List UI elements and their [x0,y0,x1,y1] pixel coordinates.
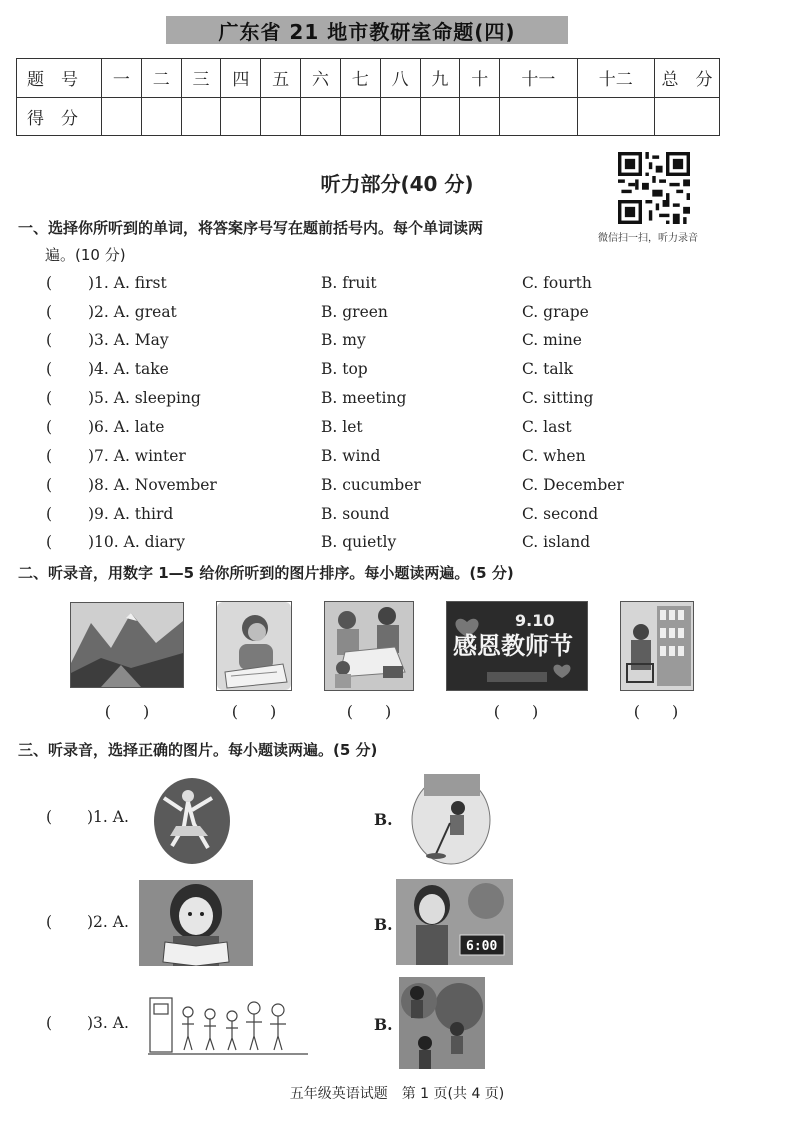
order-blank[interactable]: ( ) [633,702,679,721]
children-in-line-picture[interactable] [148,994,308,1058]
option-c: C. mine [522,331,582,349]
option-b: B. let [321,418,363,436]
question-row[interactable] [46,418,746,440]
option-a: )2. A. great [88,303,177,321]
score-col: 一 [102,59,142,98]
listening-section-title: 听力部分(40 分) [320,172,474,196]
score-cell[interactable] [500,97,577,136]
option-b: B. wind [321,447,381,465]
option-a: )9. A. third [88,505,174,523]
part3-question-1[interactable] [46,808,129,826]
option-c: C. December [522,476,624,494]
score-cell[interactable] [261,97,301,136]
part3-question-2[interactable] [46,913,129,931]
option-b: B. green [321,303,388,321]
part3-question-3[interactable] [46,1014,129,1032]
score-cell[interactable] [221,97,261,136]
option-c: C. second [522,505,599,523]
answer-paren[interactable]: ( [46,331,53,349]
score-col: 十一 [500,59,577,98]
score-table-score-row [17,97,720,136]
score-col: 五 [261,59,301,98]
answer-paren[interactable]: ( [46,1014,53,1032]
score-table-header-row [17,59,720,98]
score-col: 二 [141,59,181,98]
girl-sweeping-picture[interactable] [410,768,492,866]
answer-paren[interactable]: ( [46,447,53,465]
option-c: C. grape [522,303,589,321]
option-c: C. fourth [522,274,592,292]
option-a: )4. A. take [88,360,169,378]
score-col: 六 [301,59,341,98]
score-col-total: 总 分 [655,59,720,98]
option-c: C. island [522,533,591,551]
score-cell[interactable] [141,97,181,136]
option-a-label: )1. A. [87,808,129,826]
score-col-label: 题 号 [17,59,102,98]
order-blank[interactable]: ( ) [231,702,277,721]
poster-text: 感恩教师节 [453,632,573,660]
page-footer: 五年级英语试题 第 1 页(共 4 页) [289,1086,505,1102]
option-a: )7. A. winter [88,447,186,465]
answer-paren[interactable]: ( [46,274,53,292]
girl-reading-picture[interactable] [139,880,253,966]
option-b: B. quietly [321,533,397,551]
question-row[interactable] [46,389,746,411]
score-cell[interactable] [460,97,500,136]
option-c: C. last [522,418,572,436]
score-cell[interactable] [380,97,420,136]
option-c: C. sitting [522,389,594,407]
option-a: )3. A. May [88,331,169,349]
question-row[interactable] [46,476,746,498]
answer-paren[interactable]: ( [46,418,53,436]
answer-paren[interactable]: ( [46,303,53,321]
score-col: 八 [380,59,420,98]
score-col: 十二 [577,59,654,98]
score-cell[interactable] [301,97,341,136]
question-row[interactable] [46,331,746,353]
question-row[interactable] [46,360,746,382]
order-blank[interactable]: ( ) [104,702,150,721]
option-c: C. when [522,447,586,465]
score-cell[interactable] [655,97,720,136]
option-b-label: B. [374,1015,393,1034]
order-blank[interactable]: ( ) [493,702,539,721]
exam-title: 广东省 21 地市教研室命题(四) [166,16,568,44]
boy-clock-picture[interactable] [396,879,513,965]
answer-paren[interactable]: ( [46,360,53,378]
answer-paren[interactable]: ( [46,808,53,826]
answer-paren[interactable]: ( [46,913,53,931]
option-a: )5. A. sleeping [88,389,201,407]
part1-heading-cont: 遍。(10 分) [45,246,126,264]
score-col: 七 [340,59,380,98]
option-b: B. cucumber [321,476,421,494]
option-a: )8. A. November [88,476,217,494]
option-a-label: )3. A. [87,1014,129,1032]
option-a: )6. A. late [88,418,165,436]
part3-heading: 三、听录音，选择正确的图片。每小题读两遍。(5 分) [18,741,378,759]
qr-caption: 微信扫一扫，听力录音 [598,233,698,244]
order-blank[interactable]: ( ) [346,702,392,721]
clock-display: 6:00 [466,939,498,954]
answer-paren[interactable]: ( [46,505,53,523]
question-row[interactable] [46,533,746,555]
option-b: B. top [321,360,368,378]
option-b: B. my [321,331,366,349]
mountain-valley-picture[interactable] [70,602,184,688]
option-b: B. sound [321,505,390,523]
option-b-label: B. [374,915,393,934]
family-picnic-picture[interactable] [324,601,414,691]
question-row[interactable] [46,505,746,527]
poster-date: 9.10 [515,611,555,630]
option-b: B. fruit [321,274,377,292]
answer-paren[interactable]: ( [46,389,53,407]
girl-drawing-picture[interactable] [216,601,292,691]
answer-paren[interactable]: ( [46,533,53,551]
score-cell[interactable] [577,97,654,136]
option-a: )10. A. diary [88,533,185,551]
option-a: )1. A. first [88,274,167,292]
score-cell[interactable] [340,97,380,136]
question-row[interactable] [46,274,746,296]
part2-heading: 二、听录音，用数字 1—5 给你所听到的图片排序。每小题读两遍。(5 分) [18,564,514,582]
family-trees-picture[interactable] [399,977,485,1069]
question-row[interactable] [46,447,746,469]
score-row-label: 得 分 [17,97,102,136]
score-col: 三 [181,59,221,98]
option-b-label: B. [374,810,393,829]
qr-code-icon[interactable] [618,152,690,224]
score-cell[interactable] [102,97,142,136]
teachers-day-poster[interactable] [446,601,588,691]
ballet-dancer-picture[interactable] [152,776,232,866]
supermarket-shelf-picture[interactable] [620,601,694,691]
option-c: C. talk [522,360,573,378]
answer-paren[interactable]: ( [46,476,53,494]
part1-heading: 一、选择你所听到的单词，将答案序号写在题前括号内。每个单词读两 [18,219,484,237]
option-a-label: )2. A. [87,913,129,931]
question-row[interactable] [46,303,746,325]
score-col: 十 [460,59,500,98]
option-b: B. meeting [321,389,407,407]
score-col: 四 [221,59,261,98]
score-col: 九 [420,59,460,98]
score-cell[interactable] [181,97,221,136]
score-cell[interactable] [420,97,460,136]
score-table [16,58,720,136]
